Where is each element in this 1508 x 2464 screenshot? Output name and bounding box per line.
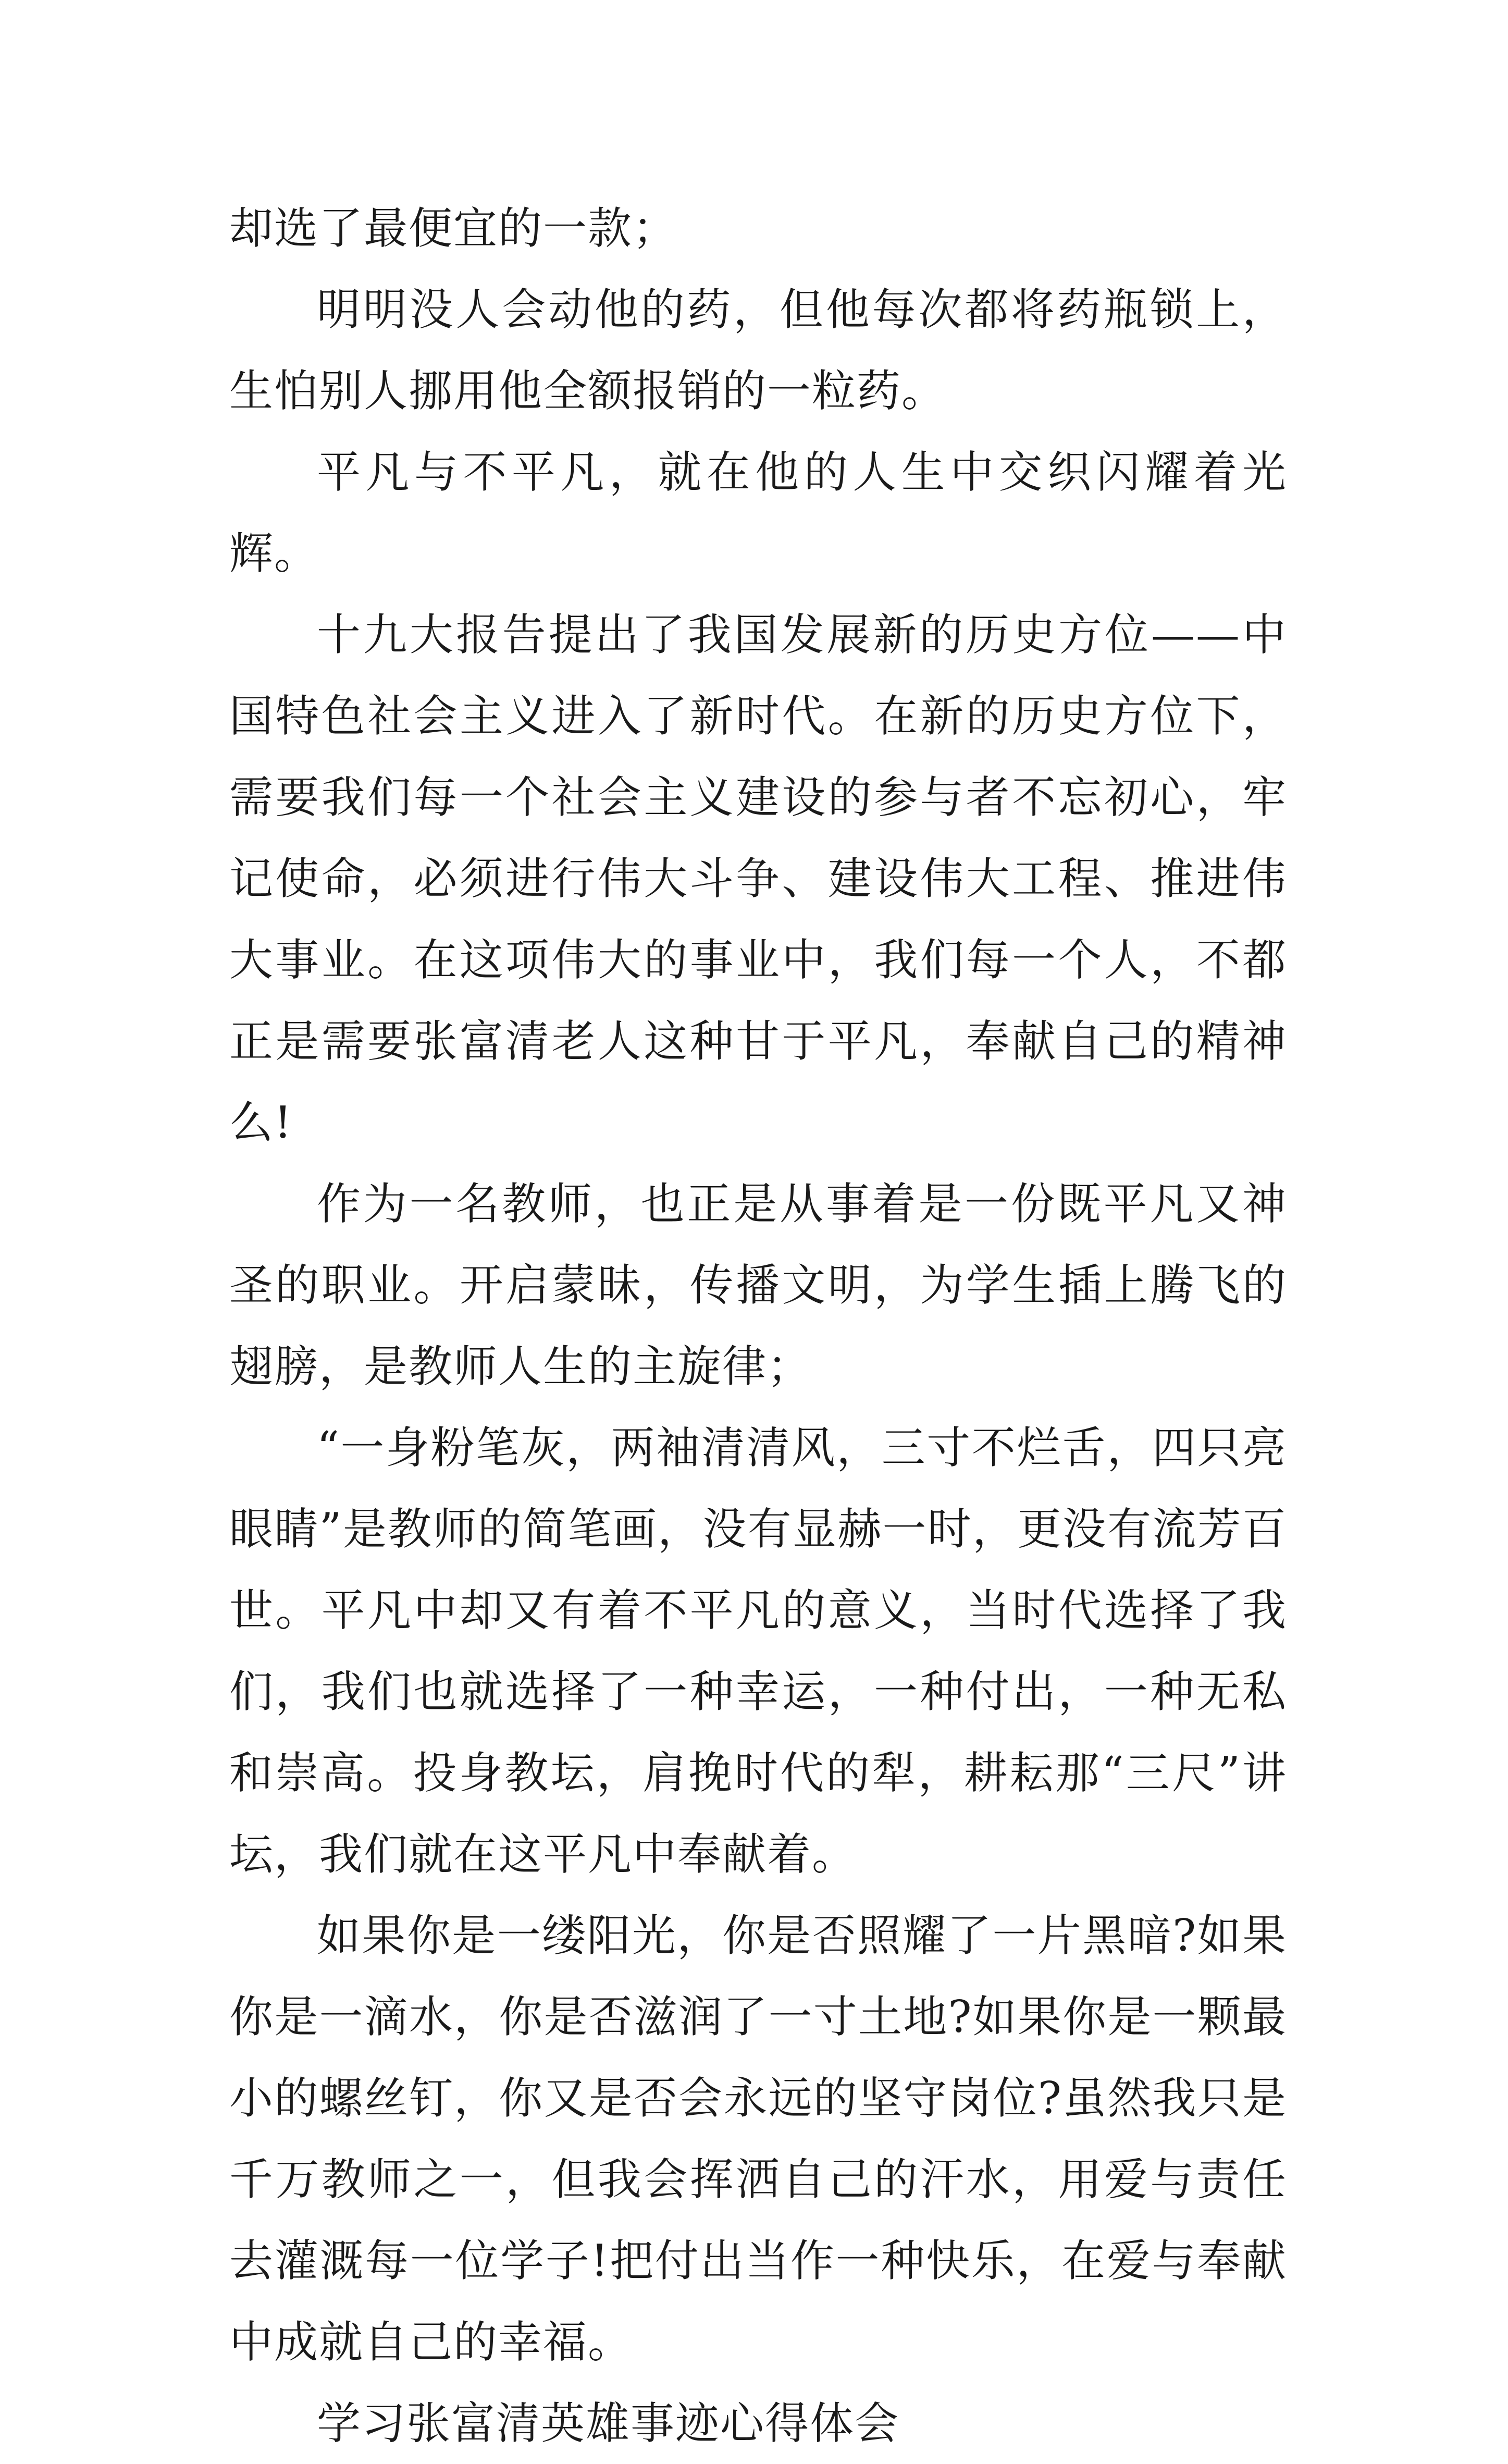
text-line: 了一种幸运，一种付出，一种无私和崇高。投身教坛，肩挽 xyxy=(229,1666,1287,1798)
paragraph-4 xyxy=(229,594,1287,1163)
text-line: 业。开启蒙昧，传播文明，为学生插上腾飞的翅膀，是教师 xyxy=(229,1260,1287,1392)
text-line: 一滴水，你是否滋润了一寸土地?如果你是一颗最小的螺丝 xyxy=(229,1991,1287,2124)
text-line: 却又有着不平凡的意义，当时代选择了我们，我们也就选择 xyxy=(229,1585,1287,1717)
text-line: 色社会主义进入了新时代。在新的历史方位下，需要我们每 xyxy=(229,691,1287,823)
text-line: 付出当作一种快乐，在爱与奉献中成就自己的幸福。 xyxy=(229,2235,1287,2368)
text-line: 作为一名教师，也正是从事着是一份既平凡又神圣的职 xyxy=(229,1178,1287,1311)
paragraph-7 xyxy=(229,1895,1287,2383)
paragraph-8-heading xyxy=(229,2383,1287,2464)
paragraph-2 xyxy=(229,269,1287,432)
text-line: 平凡与不平凡，就在他的人生中交织闪耀着光辉。 xyxy=(229,447,1287,579)
text-line: 钉，你又是否会永远的坚守岗位?虽然我只是千万教师之一， xyxy=(229,2073,1287,2205)
paragraph-5 xyxy=(229,1163,1287,1407)
paragraph-6 xyxy=(229,1407,1287,1895)
text-line: 十九大报告提出了我国发展新的历史方位——中国特 xyxy=(229,609,1287,742)
text-line: 明明没人会动他的药，但他每次都将药瓶锁上，生怕别 xyxy=(229,284,1287,416)
text-line: 学习张富清英雄事迹心得体会 xyxy=(317,2398,900,2449)
text-line: 伟大斗争、建设伟大工程、推进伟大事业。在这项伟大的事 xyxy=(229,853,1287,985)
paragraph-1 xyxy=(229,188,1287,269)
text-line: 凡，奉献自己的精神么! xyxy=(229,1016,1287,1148)
text-line: 一个社会主义建设的参与者不忘初心，牢记使命，必须进行 xyxy=(229,772,1287,904)
text-line: 时代的犁，耕耘那“三尺”讲坛，我们就在这平凡中奉献着。 xyxy=(229,1747,1287,1880)
text-line: “一身粉笔灰，两袖清清风，三寸不烂舌，四只亮眼睛” xyxy=(229,1422,1287,1555)
text-line: 业中，我们每一个人，不都正是需要张富清老人这种甘于平 xyxy=(229,934,1287,1067)
document-body xyxy=(229,188,1287,2464)
text-line: 但我会挥洒自己的汗水，用爱与责任去灌溉每一位学子!把 xyxy=(229,2154,1287,2286)
text-line: 却选了最便宜的一款； xyxy=(229,203,678,254)
text-line: 人挪用他全额报销的一粒药。 xyxy=(364,365,947,416)
text-line: 人生的主旋律； xyxy=(498,1341,812,1392)
text-line: 如果你是一缕阳光，你是否照耀了一片黑暗?如果你是 xyxy=(229,1910,1287,2042)
paragraph-3 xyxy=(229,432,1287,594)
text-line: 是教师的简笔画，没有显赫一时，更没有流芳百世。平凡中 xyxy=(229,1504,1287,1636)
